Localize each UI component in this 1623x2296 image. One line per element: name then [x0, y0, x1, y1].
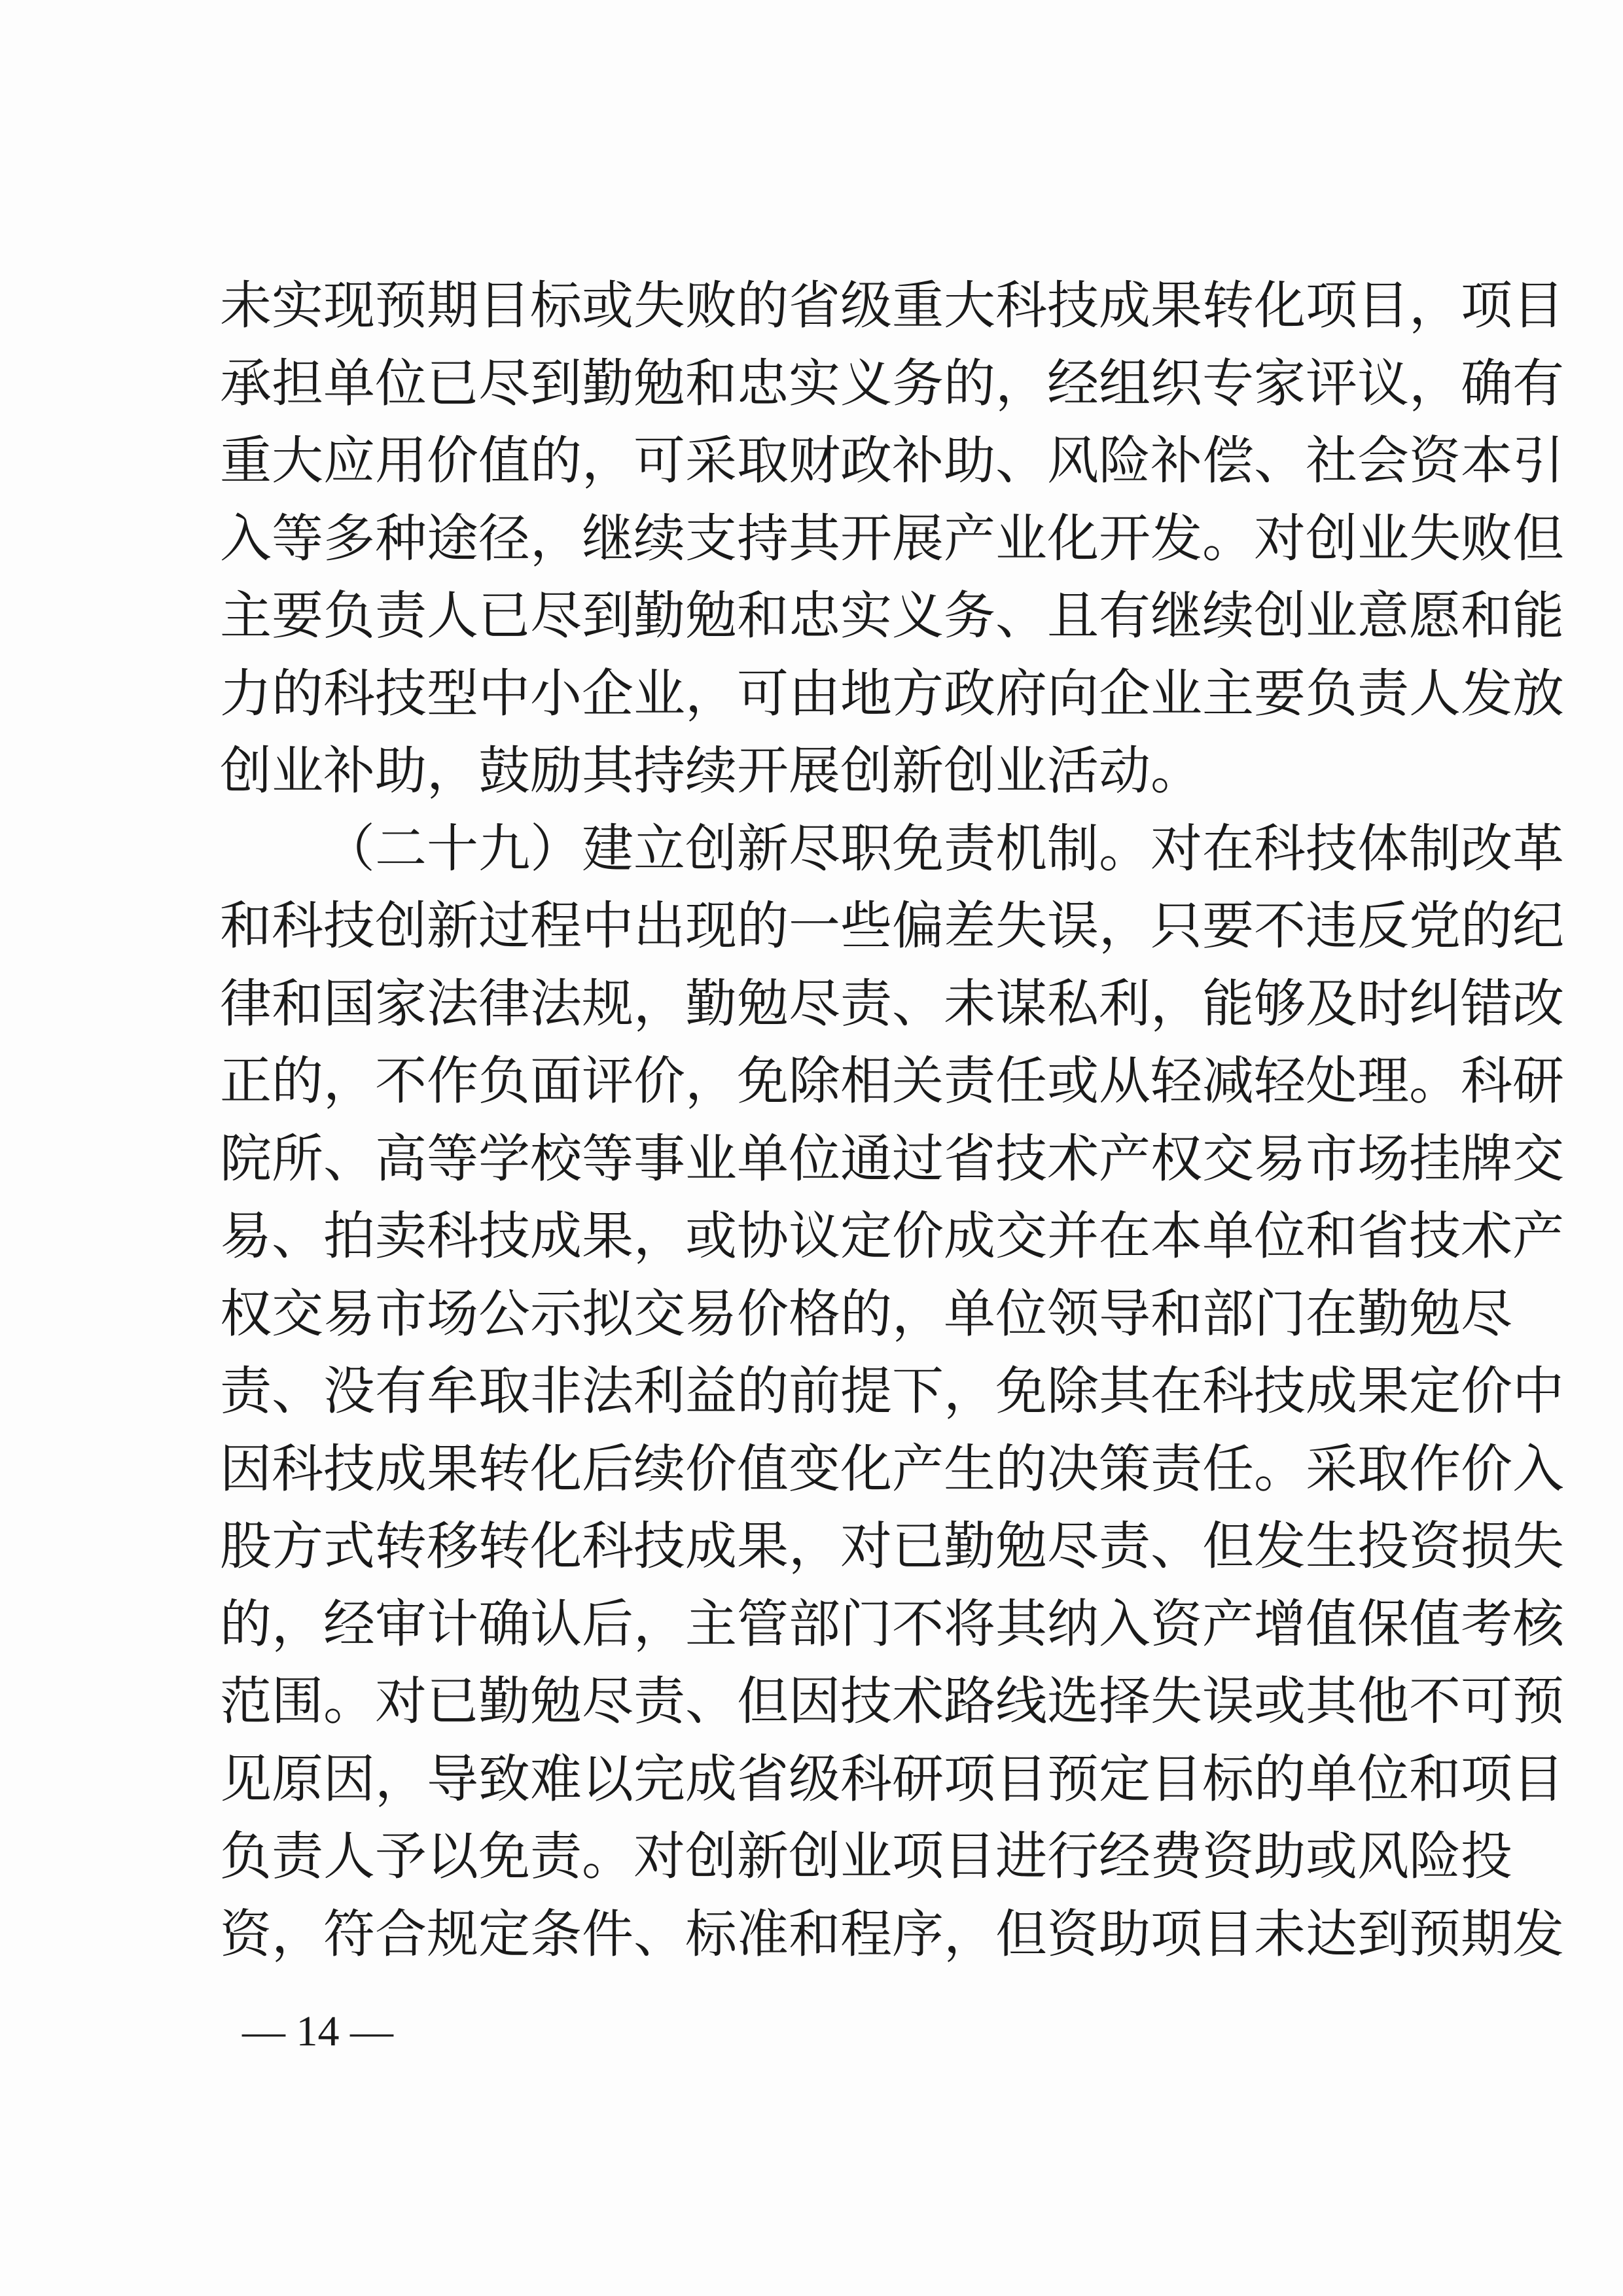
text-line: 股方式转移转化科技成果，对已勤勉尽责、但发生投资损失 [220, 1516, 1564, 1576]
text-line: 范围。对已勤勉尽责、但因技术路线选择失误或其他不可预 [220, 1671, 1564, 1731]
paragraph-1 [220, 267, 1564, 810]
text-line: 正的，不作负面评价，免除相关责任或从轻减轻处理。科研 [220, 1051, 1564, 1111]
text-line: 负责人予以免责。对创新创业项目进行经费资助或风险投 [220, 1826, 1512, 1886]
text-line: 资，符合规定条件、标准和程序，但资助项目未达到预期发 [220, 1903, 1564, 1964]
text-line: 未实现预期目标或失败的省级重大科技成果转化项目，项目 [220, 275, 1564, 336]
text-line: 律和国家法律法规，勤勉尽责、未谋私利，能够及时纠错改 [220, 973, 1564, 1034]
text-line: 和科技创新过程中出现的一些偏差失误，只要不违反党的纪 [220, 896, 1564, 956]
text-line: 易、拍卖科技成果，或协议定价成交并在本单位和省技术产 [220, 1206, 1564, 1266]
text-line: 重大应用价值的，可采取财政补助、风险补偿、社会资本引 [220, 431, 1564, 491]
text-line: 权交易市场公示拟交易价格的，单位领导和部门在勤勉尽 [220, 1283, 1512, 1344]
page-number: — 14 — [242, 2007, 393, 2055]
text-line: 院所、高等学校等事业单位通过省技术产权交易市场挂牌交 [220, 1128, 1564, 1189]
body-text [220, 267, 1564, 1973]
text-line: （二十九）建立创新尽职免责机制。对在科技体制改革 [323, 818, 1564, 879]
text-line: 力的科技型中小企业，可由地方政府向企业主要负责人发放 [220, 663, 1564, 724]
text-line: 的，经审计确认后，主管部门不将其纳入资产增值保值考核 [220, 1593, 1564, 1654]
text-line: 承担单位已尽到勤勉和忠实义务的，经组织专家评议，确有 [220, 353, 1564, 414]
text-line: 见原因，导致难以完成省级科研项目预定目标的单位和项目 [220, 1748, 1564, 1809]
paragraph-2 [220, 810, 1564, 1973]
text-line: 创业补助，鼓励其持续开展创新创业活动。 [220, 741, 1202, 801]
text-line: 责、没有牟取非法利益的前提下，免除其在科技成果定价中 [220, 1361, 1564, 1421]
text-line: 入等多种途径，继续支持其开展产业化开发。对创业失败但 [220, 508, 1564, 569]
text-line: 主要负责人已尽到勤勉和忠实义务、且有继续创业意愿和能 [220, 586, 1564, 646]
text-line: 因科技成果转化后续价值变化产生的决策责任。采取作价入 [220, 1438, 1564, 1499]
